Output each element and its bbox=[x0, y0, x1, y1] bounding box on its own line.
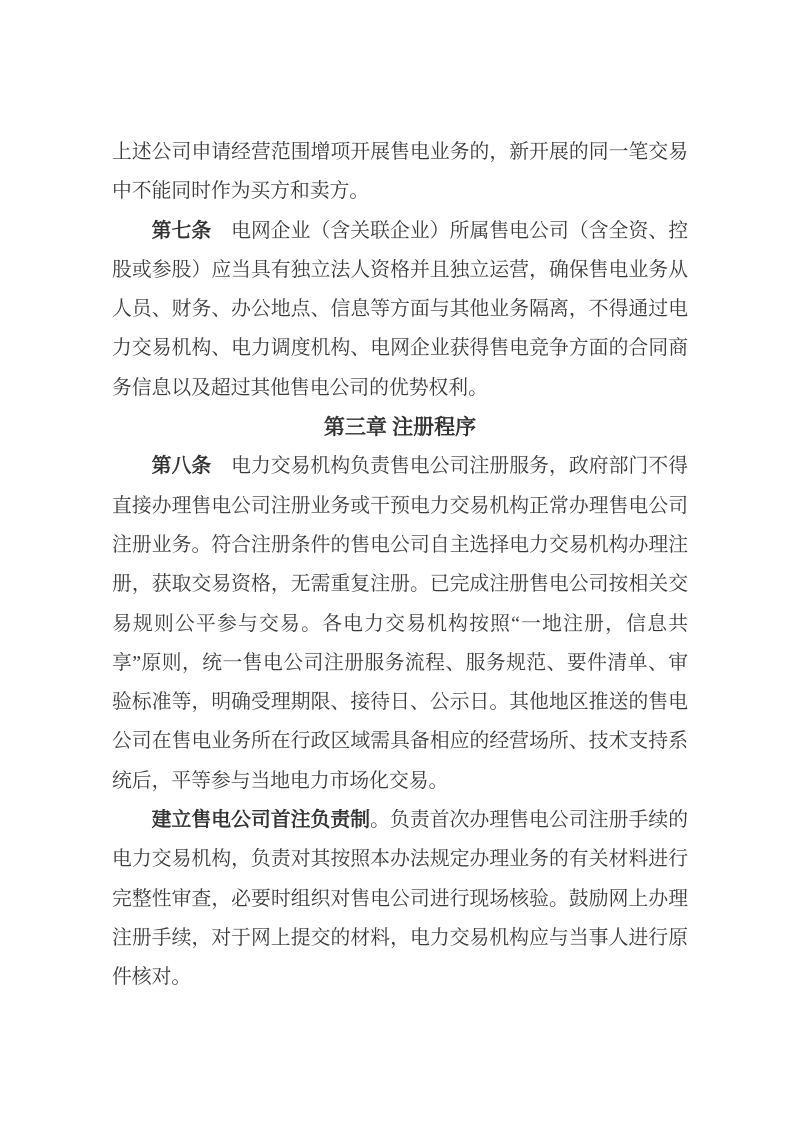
paragraph bbox=[112, 801, 688, 997]
text-run: 第七条 bbox=[151, 219, 212, 242]
text-run: 电网企业（含关联企业）所属售电公司（含全资、控股或参股）应当具有独立法人资格并且独立运营，确保售电业务从人员、财务、办公地点、信息等方面与其他业务隔离，不得通过电力交易机构、电力调度机构、电网企业获得售电竞争方面的合同商务信息以及超过其他售电公司的优势权利。 bbox=[112, 219, 688, 399]
text-run: 建立售电公司首注负责制 bbox=[151, 809, 371, 832]
text-run: 上述公司申请经营范围增项开展售电业务的，新开展的同一笔交易中不能同时作为买方和卖方。 bbox=[112, 141, 688, 203]
text-run: 第三章 注册程序 bbox=[323, 415, 477, 440]
text-run: 第八条 bbox=[151, 455, 212, 478]
paragraph bbox=[112, 212, 688, 408]
chapter-heading bbox=[112, 408, 688, 447]
paragraph bbox=[112, 447, 688, 801]
text-run: 电力交易机构负责售电公司注册服务，政府部门不得直接办理售电公司注册业务或干预电力交易机构正常办理售电公司注册业务。符合注册条件的售电公司自主选择电力交易机构办理注册，获取交易资格，无需重复注册。已完成注册售电公司按相关交易规则公平参与交易。各电力交易机构按照“一地注册，信息共享”原则，统一售电公司注册服务流程、服务规范、要件清单、审验标准等，明确受理期限、接待日、公示日。其他地区推送的售电公司在售电业务所在行政区域需具备相应的经营场所、技术支持系统后，平等参与当地电力市场化交易。 bbox=[112, 455, 688, 792]
document-body bbox=[112, 133, 688, 998]
paragraph bbox=[112, 133, 688, 212]
text-run: 。负责首次办理售电公司注册手续的电力交易机构，负责对其按照本办法规定办理业务的有关材料进行完整性审查，必要时组织对售电公司进行现场核验。鼓励网上办理注册手续，对于网上提交的材料，电力交易机构应与当事人进行原件核对。 bbox=[112, 809, 688, 989]
